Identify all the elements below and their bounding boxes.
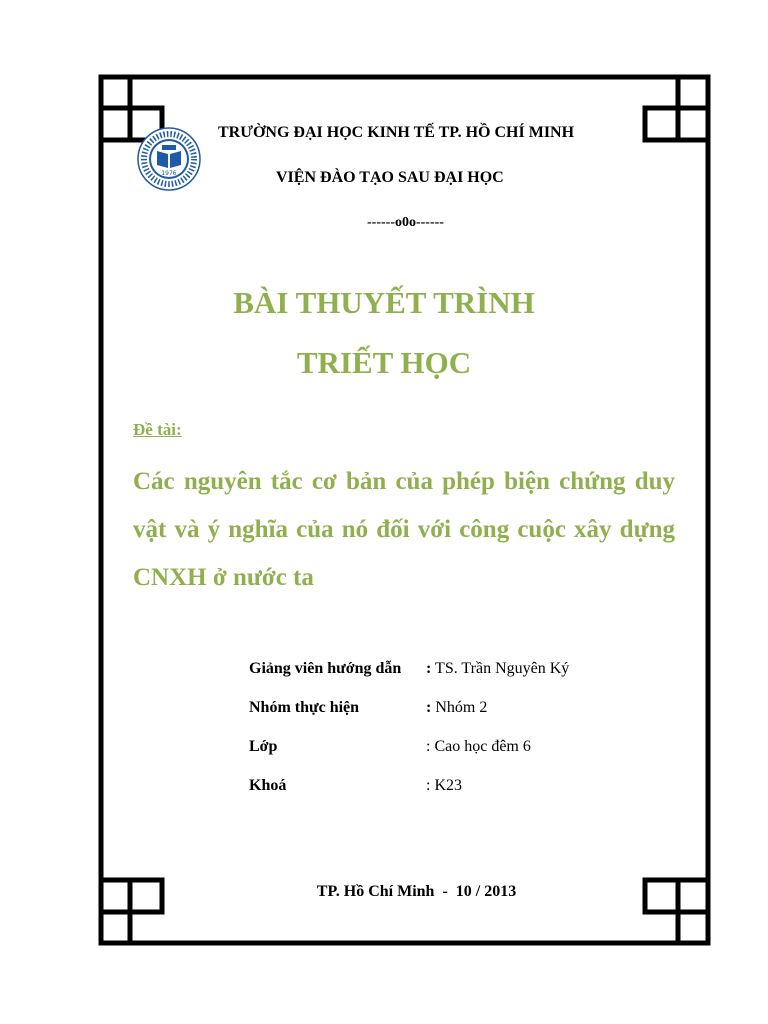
topic-text: Các nguyên tắc cơ bản của phép biện chứng duy vật và ý nghĩa của nó đối với công cuộc xây dựng CNXH ở nước ta (133, 468, 675, 591)
university-logo (137, 127, 201, 191)
info-row-course (249, 777, 669, 799)
info-value: : K23 (426, 777, 462, 794)
title-line-1: BÀI THUYẾT TRÌNH (233, 285, 535, 320)
info-label: Khoá (249, 777, 287, 794)
info-value: : Cao học đêm 6 (426, 738, 531, 755)
logo-year: 1976 (161, 170, 177, 177)
info-row-group (249, 699, 669, 721)
info-row-lecturer (249, 660, 669, 682)
info-value: : Nhóm 2 (426, 699, 488, 716)
topic-label: Đề tài: (133, 420, 182, 439)
info-label: Lớp (249, 738, 278, 755)
info-value: : TS. Trần Nguyên Ký (426, 660, 570, 677)
info-row-class (249, 738, 669, 760)
info-label: Nhóm thực hiện (249, 699, 360, 716)
university-name: TRƯỜNG ĐẠI HỌC KINH TẾ TP. HỒ CHÍ MINH (218, 124, 575, 141)
info-label: Giảng viên hướng dẫn (249, 660, 402, 677)
title-line-2: TRIẾT HỌC (296, 345, 472, 380)
place-date: TP. Hồ Chí Minh - 10 / 2013 (316, 883, 517, 900)
divider-text: ------o0o------ (367, 215, 444, 230)
institute-name: VIỆN ĐÀO TẠO SAU ĐẠI HỌC (276, 169, 504, 186)
